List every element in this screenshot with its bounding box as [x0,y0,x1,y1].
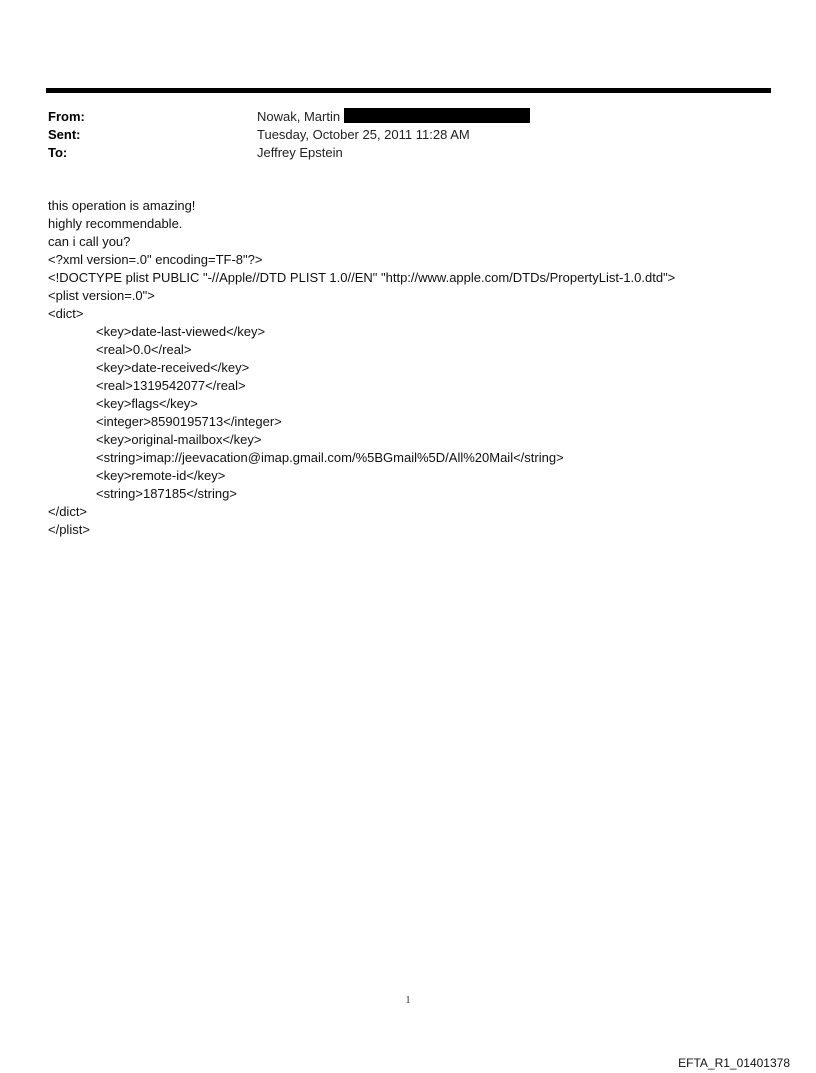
from-value: Nowak, Martin [257,109,341,124]
email-header [48,108,748,162]
email-body [48,197,788,539]
body-line: can i call you? [48,234,131,249]
sent-value: Tuesday, October 25, 2011 11:28 AM [257,127,470,142]
body-line: <plist version=.0"> [48,288,155,303]
body-line: <key>remote-id</key> [96,468,226,483]
header-rule [46,88,771,93]
to-label: To: [48,145,68,160]
body-line: <key>flags</key> [96,396,198,411]
body-line: <key>original-mailbox</key> [96,432,262,447]
body-line: </plist> [48,522,90,537]
from-row [48,108,748,126]
body-line: <real>0.0</real> [96,342,192,357]
sent-row [48,126,748,144]
body-line: <string>imap://jeevacation@imap.gmail.com/%5BGmail%5D/All%20Mail</string> [96,450,564,465]
to-value: Jeffrey Epstein [257,145,343,160]
from-label: From: [48,109,85,124]
bates-number: EFTA_R1_01401378 [678,1056,790,1070]
page-number: 1 [405,995,411,1006]
body-line: <key>date-last-viewed</key> [96,324,266,339]
body-line: <?xml version=.0" encoding=TF-8"?> [48,252,263,267]
body-line: <dict> [48,306,84,321]
body-line: <key>date-received</key> [96,360,250,375]
to-row [48,144,748,162]
from-value-wrap [257,108,530,126]
body-line: highly recommendable. [48,216,183,231]
body-line: <!DOCTYPE plist PUBLIC "-//Apple//DTD PLIST 1.0//EN" "http://www.apple.com/DTDs/PropertyList-1.0.dtd"> [48,270,676,285]
redaction-block [344,108,530,123]
body-line: <integer>8590195713</integer> [96,414,282,429]
body-line: <string>187185</string> [96,486,237,501]
body-line: <real>1319542077</real> [96,378,246,393]
body-line: this operation is amazing! [48,198,196,213]
body-line: </dict> [48,504,88,519]
sent-label: Sent: [48,127,81,142]
